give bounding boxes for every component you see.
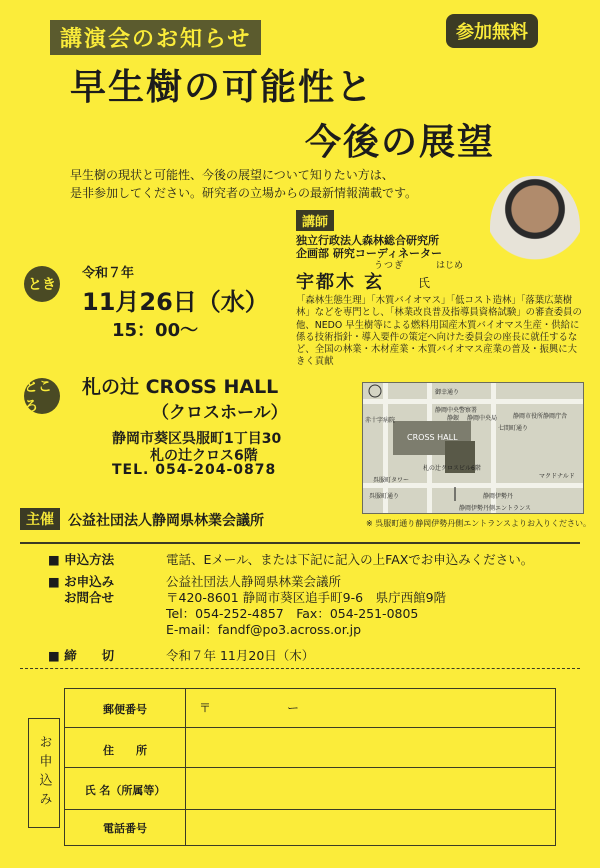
apply-contact-row xyxy=(48,570,588,646)
lecturer-name-reading-family: うつぎ xyxy=(374,261,405,271)
event-time: 15：00〜 xyxy=(112,320,199,341)
application-form xyxy=(64,688,556,846)
map-label-gofukucho-tower: 呉服町タワー xyxy=(373,477,410,484)
apply-method-label: ■ 申込方法 xyxy=(48,552,115,567)
map-label-red-cross-hospital: 赤十字病院 xyxy=(365,417,396,424)
lecturer-tag: 講師 xyxy=(296,210,334,231)
intro-text xyxy=(70,166,417,202)
map-label-police-station: 静岡中央警察署 xyxy=(435,407,478,414)
apply-contact-label2: お問合せ xyxy=(64,590,115,605)
header-label: 講演会のお知らせ xyxy=(50,20,261,55)
form-label-postal: 郵便番号 xyxy=(103,703,147,716)
form-label-phone: 電話番号 xyxy=(103,822,147,835)
intro-line2: 是非参加してください。研究者の立場からの最新情報満載です。 xyxy=(70,186,418,200)
contact-address: 〒420-8601 静岡市葵区追手町9-6 県庁西館9階 xyxy=(166,590,447,605)
form-row-postal[interactable] xyxy=(65,689,555,727)
lecturer-bio: 「森林生態生理」「木質バイオマス」「低コスト造林」「落葉広葉樹林」などを専門とし、「林業改良普及指導員資格試験」の審査委員の他、NEDO 早生樹等による燃料用国産木質バイオマス生産・供給に係る技術指針・導入要件の策定へ向けた委員会の座長に就任するなど、全国の林業・木材産業・木質バイオマス産業の普及・振興に大きく貢献 xyxy=(296,295,582,368)
map-label-shizugin: 静銀 xyxy=(447,415,460,422)
contact-tel-fax: Tel：054-252-4857 Fax：054-251-0805 xyxy=(166,606,419,621)
map-note: ※ 呉服町通り静岡伊勢丹側エントランスよりお入りください。 xyxy=(366,519,592,528)
deadline-row xyxy=(48,646,588,666)
form-row-name[interactable] xyxy=(65,767,555,810)
contact-organization: 公益社団法人静岡県林業会議所 xyxy=(166,574,342,589)
lecturer-position: 企画部 研究コーディネーター xyxy=(296,247,442,260)
map-label-post-office: 静岡中央局 xyxy=(467,415,498,422)
event-title-line1: 早生樹の可能性と xyxy=(70,67,375,108)
deadline-value: 令和７年 11月20日（木） xyxy=(166,648,315,663)
event-era: 令和７年 xyxy=(82,266,135,281)
when-circle: とき xyxy=(24,266,60,302)
map-label-shichikencho-street: 七間町通り xyxy=(498,425,529,432)
where-circle: ところ xyxy=(24,378,60,414)
venue-floor: 札の辻クロス6階 xyxy=(150,448,258,464)
map-label-gofukucho-street: 呉服町通り xyxy=(369,493,400,500)
map-label-cross-hall: CROSS HALL xyxy=(407,433,458,442)
map-label-mcdonalds: マクドナルド xyxy=(539,473,575,480)
cut-line xyxy=(20,668,580,670)
map-label-isetan: 静岡伊勢丹 xyxy=(483,493,514,500)
venue-name: 札の辻 CROSS HALL xyxy=(82,376,279,398)
contact-email[interactable]: E-mail：fandf@po3.across.or.jp xyxy=(166,622,362,637)
lecturer-organization: 独立行政法人森林総合研究所 xyxy=(296,234,439,247)
venue-map xyxy=(362,382,584,514)
map-label-entrance: 静岡伊勢丹側エントランス xyxy=(459,505,531,512)
event-title-line2: 今後の展望 xyxy=(305,122,496,163)
lecturer-name: 宇都木 玄 xyxy=(296,272,385,293)
apply-section xyxy=(48,550,588,666)
map-label-fudanotsuji-cross: 札の辻クロスビル6階 xyxy=(423,465,481,472)
divider-top xyxy=(20,542,580,544)
venue-kana: （クロスホール） xyxy=(152,403,288,423)
lecturer-photo xyxy=(490,176,580,286)
form-divider xyxy=(185,689,186,845)
form-row-address[interactable] xyxy=(65,727,555,768)
form-label-name: 氏 名（所属等） xyxy=(84,784,166,797)
venue-address: 静岡市葵区呉服町1丁目30 xyxy=(112,431,282,447)
postal-prefix: 〒 xyxy=(199,701,212,715)
event-date: 11月26日（水） xyxy=(82,288,269,316)
free-admission-badge: 参加無料 xyxy=(446,14,538,48)
lecturer-name-reading-given: はじめ xyxy=(436,261,464,271)
lecturer-honorific: 氏 xyxy=(418,276,431,290)
form-label-address: 住 所 xyxy=(103,744,147,757)
host-tag: 主催 xyxy=(20,508,60,530)
intro-line1: 早生樹の現状と可能性、今後の展望について知りたい方は、 xyxy=(70,168,394,182)
map-label-city-hall: 静岡市役所静岡庁舎 xyxy=(513,413,568,420)
postal-dash: ー xyxy=(287,701,300,715)
form-row-phone[interactable] xyxy=(65,809,555,846)
deadline-label: ■ 締 切 xyxy=(48,648,115,663)
map-label-miyuki-street: 御幸通り xyxy=(435,389,460,396)
venue-phone: TEL. 054-204-0878 xyxy=(112,462,277,478)
apply-method-row xyxy=(48,550,588,570)
host-name: 公益社団法人静岡県林業会議所 xyxy=(68,513,264,529)
apply-method-value: 電話、Eメール、または下記に記入の上FAXでお申込みください。 xyxy=(166,552,534,567)
apply-contact-label1: ■ お申込み xyxy=(48,574,115,589)
form-side-label: お申込み xyxy=(28,718,60,828)
